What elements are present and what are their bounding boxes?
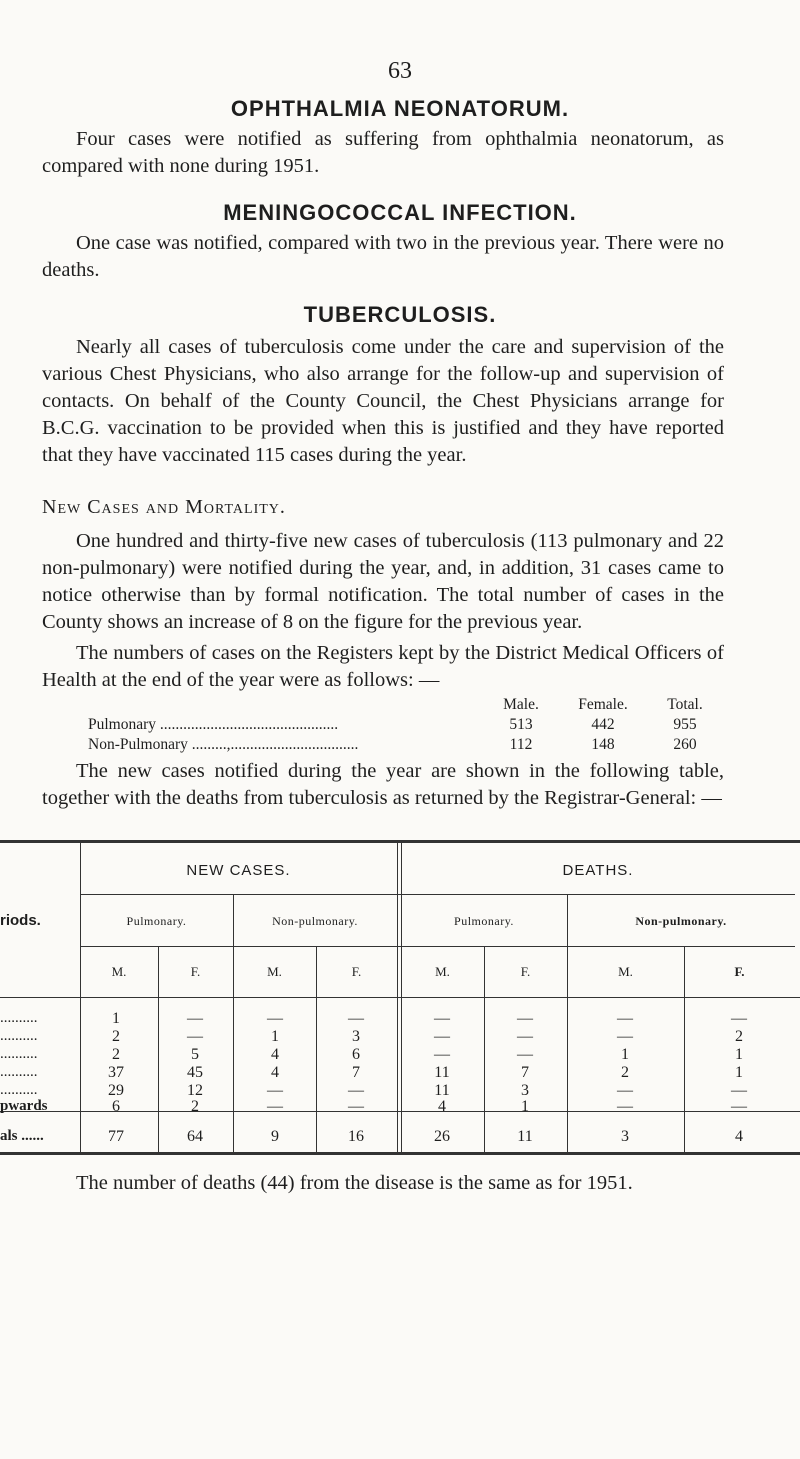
row-label: .......... xyxy=(0,1028,38,1044)
register-cell: 260 xyxy=(673,736,697,753)
table-cell: 6 xyxy=(112,1098,120,1115)
table-cell: 11 xyxy=(434,1064,450,1081)
register-header-female: Female. xyxy=(578,696,628,713)
table-cell: 2 xyxy=(112,1028,120,1045)
table-cell: 2 xyxy=(112,1046,120,1063)
table-cell: 1 xyxy=(112,1010,120,1027)
table-cell: — xyxy=(348,1098,364,1115)
table-cell: 1 xyxy=(271,1028,279,1045)
paragraph-tuberculosis: Nearly all cases of tuberculosis come under the care and supervision of the various Chest Physicians, who also arrange for the follow-up and supervision of contacts. On behalf of the County Council, the Chest Physicians arrange for B.C.G. vaccination to be provided when this is justified and they have reported that they have vaccinated 115 cases during the year. xyxy=(42,336,724,466)
table-cell: 12 xyxy=(187,1082,203,1099)
table-cell: — xyxy=(267,1098,283,1115)
total-cell: 4 xyxy=(735,1128,743,1145)
table-rule xyxy=(0,997,800,998)
table-cell: — xyxy=(267,1082,283,1099)
register-cell: 148 xyxy=(591,736,615,753)
table-bottom-rule xyxy=(0,1152,800,1155)
header-new-pulmonary: Pulmonary. xyxy=(126,914,187,928)
table-cell: 7 xyxy=(352,1064,360,1081)
table-cell: 45 xyxy=(187,1064,203,1081)
table-cell: — xyxy=(434,1010,450,1027)
header-deaths-pulmonary: Pulmonary. xyxy=(454,914,514,928)
table-cell: 2 xyxy=(735,1028,743,1045)
table-cell: 4 xyxy=(271,1064,279,1081)
table-cell: 6 xyxy=(352,1046,360,1063)
table-cell: 3 xyxy=(352,1028,360,1045)
table-rule xyxy=(401,842,402,1153)
row-label: .......... xyxy=(0,1082,38,1098)
header-m: M. xyxy=(267,964,282,979)
heading-tuberculosis: TUBERCULOSIS. xyxy=(303,302,497,327)
header-deaths-non-pulmonary: Non-pulmonary. xyxy=(635,914,727,928)
table-cell: 2 xyxy=(191,1098,199,1115)
register-summary xyxy=(88,696,728,756)
table-cell: — xyxy=(187,1010,203,1027)
paragraph-ophthalmia: Four cases were notified as suffering from ophthalmia neonatorum, as compared with none during 1951. xyxy=(42,128,724,177)
header-new-cases: NEW CASES. xyxy=(186,862,291,879)
total-cell: 64 xyxy=(187,1128,203,1145)
table-rule xyxy=(397,842,398,1153)
table-cell: — xyxy=(348,1082,364,1099)
register-header xyxy=(88,696,728,716)
table-cell: — xyxy=(434,1028,450,1045)
total-cell: 77 xyxy=(108,1128,124,1145)
totals-label: als ...... xyxy=(0,1128,44,1144)
total-cell: 11 xyxy=(517,1128,533,1145)
register-cell: 112 xyxy=(509,736,533,753)
register-row-label: Pulmonary .............................................. xyxy=(88,716,339,733)
header-f: F. xyxy=(190,964,201,979)
header-deaths: DEATHS. xyxy=(562,862,634,879)
register-row-non-pulmonary xyxy=(88,736,728,756)
paragraph-new-cases: One hundred and thirty-five new cases of tuberculosis (113 pulmonary and 22 non-pulmonary) were notified during the year, and, in addition, 31 cases came to notice otherwise than by formal notification. The total number of cases in the County shows an increase of 8 on the figure for the previous year. xyxy=(42,530,724,633)
table-cell: — xyxy=(434,1046,450,1063)
subheading-new-cases: New Cases and Mortality. xyxy=(42,496,286,518)
heading-meningococcal: MENINGOCOCCAL INFECTION. xyxy=(223,200,577,225)
table-cell: — xyxy=(517,1010,533,1027)
heading-ophthalmia: OPHTHALMIA NEONATORUM. xyxy=(230,96,570,121)
register-cell: 513 xyxy=(509,716,533,733)
register-header-total: Total. xyxy=(667,696,703,713)
paragraph-table-intro: The new cases notified during the year are shown in the following table, together with the deaths from tuberculosis as returned by the Registrar-General: — xyxy=(42,760,724,809)
row-label: .......... xyxy=(0,1046,38,1062)
paragraph-registers: The numbers of cases on the Registers kept by the District Medical Officers of Health at the end of the year were as follows: — xyxy=(42,642,724,691)
header-periods: riods. xyxy=(0,912,41,929)
page-number: 63 xyxy=(388,58,412,84)
row-label: .......... xyxy=(0,1010,38,1026)
row-label: .......... xyxy=(0,1064,38,1080)
header-f: F. xyxy=(351,964,362,979)
table-rule xyxy=(80,894,795,895)
table-cell: 1 xyxy=(621,1046,629,1063)
table-cell: 4 xyxy=(438,1098,446,1115)
header-f: F. xyxy=(734,964,745,979)
paragraph-closing: The number of deaths (44) from the disease is the same as for 1951. xyxy=(76,1172,633,1194)
table-cell: 1 xyxy=(735,1064,743,1081)
table-cell: 5 xyxy=(191,1046,199,1063)
table-cell: 7 xyxy=(521,1064,529,1081)
table-cell: — xyxy=(267,1010,283,1027)
table-cell: 29 xyxy=(108,1082,124,1099)
total-cell: 9 xyxy=(271,1128,279,1145)
header-new-non-pulmonary: Non-pulmonary. xyxy=(272,914,358,928)
table-cell: — xyxy=(517,1046,533,1063)
total-cell: 3 xyxy=(621,1128,629,1145)
total-cell: 16 xyxy=(348,1128,364,1145)
table-cell: — xyxy=(731,1098,747,1115)
table-cell: 3 xyxy=(521,1082,529,1099)
table-rule xyxy=(567,895,568,1153)
table-cell: — xyxy=(348,1010,364,1027)
table-cell: 11 xyxy=(434,1082,450,1099)
register-row-pulmonary xyxy=(88,716,728,736)
table-cell: — xyxy=(731,1082,747,1099)
table-cell: 2 xyxy=(621,1064,629,1081)
table-cell: — xyxy=(517,1028,533,1045)
table-cell: — xyxy=(617,1082,633,1099)
row-label: pwards xyxy=(0,1098,48,1114)
table-cell: 37 xyxy=(108,1064,124,1081)
header-m: M. xyxy=(111,964,127,979)
table-cell: 4 xyxy=(271,1046,279,1063)
table-cell: — xyxy=(617,1098,633,1115)
table-rule xyxy=(233,895,234,1153)
register-cell: 955 xyxy=(673,716,697,733)
table-cell: — xyxy=(617,1010,633,1027)
total-cell: 26 xyxy=(434,1128,450,1145)
header-m: M. xyxy=(618,964,633,979)
table-cell: — xyxy=(731,1010,747,1027)
table-top-rule xyxy=(0,840,800,843)
table-cell: 1 xyxy=(521,1098,529,1115)
table-rule xyxy=(80,842,81,1153)
register-row-label: Non-Pulmonary .........,................................. xyxy=(88,736,359,753)
header-m: M. xyxy=(435,964,450,979)
table-rule xyxy=(80,946,795,947)
register-cell: 442 xyxy=(591,716,615,733)
table-cell: 1 xyxy=(735,1046,743,1063)
table-cell: — xyxy=(617,1028,633,1045)
paragraph-meningococcal: One case was notified, compared with two in the previous year. There were no deaths. xyxy=(42,232,724,281)
table-cell: — xyxy=(187,1028,203,1045)
register-header-male: Male. xyxy=(503,696,539,713)
header-f: F. xyxy=(520,964,531,979)
